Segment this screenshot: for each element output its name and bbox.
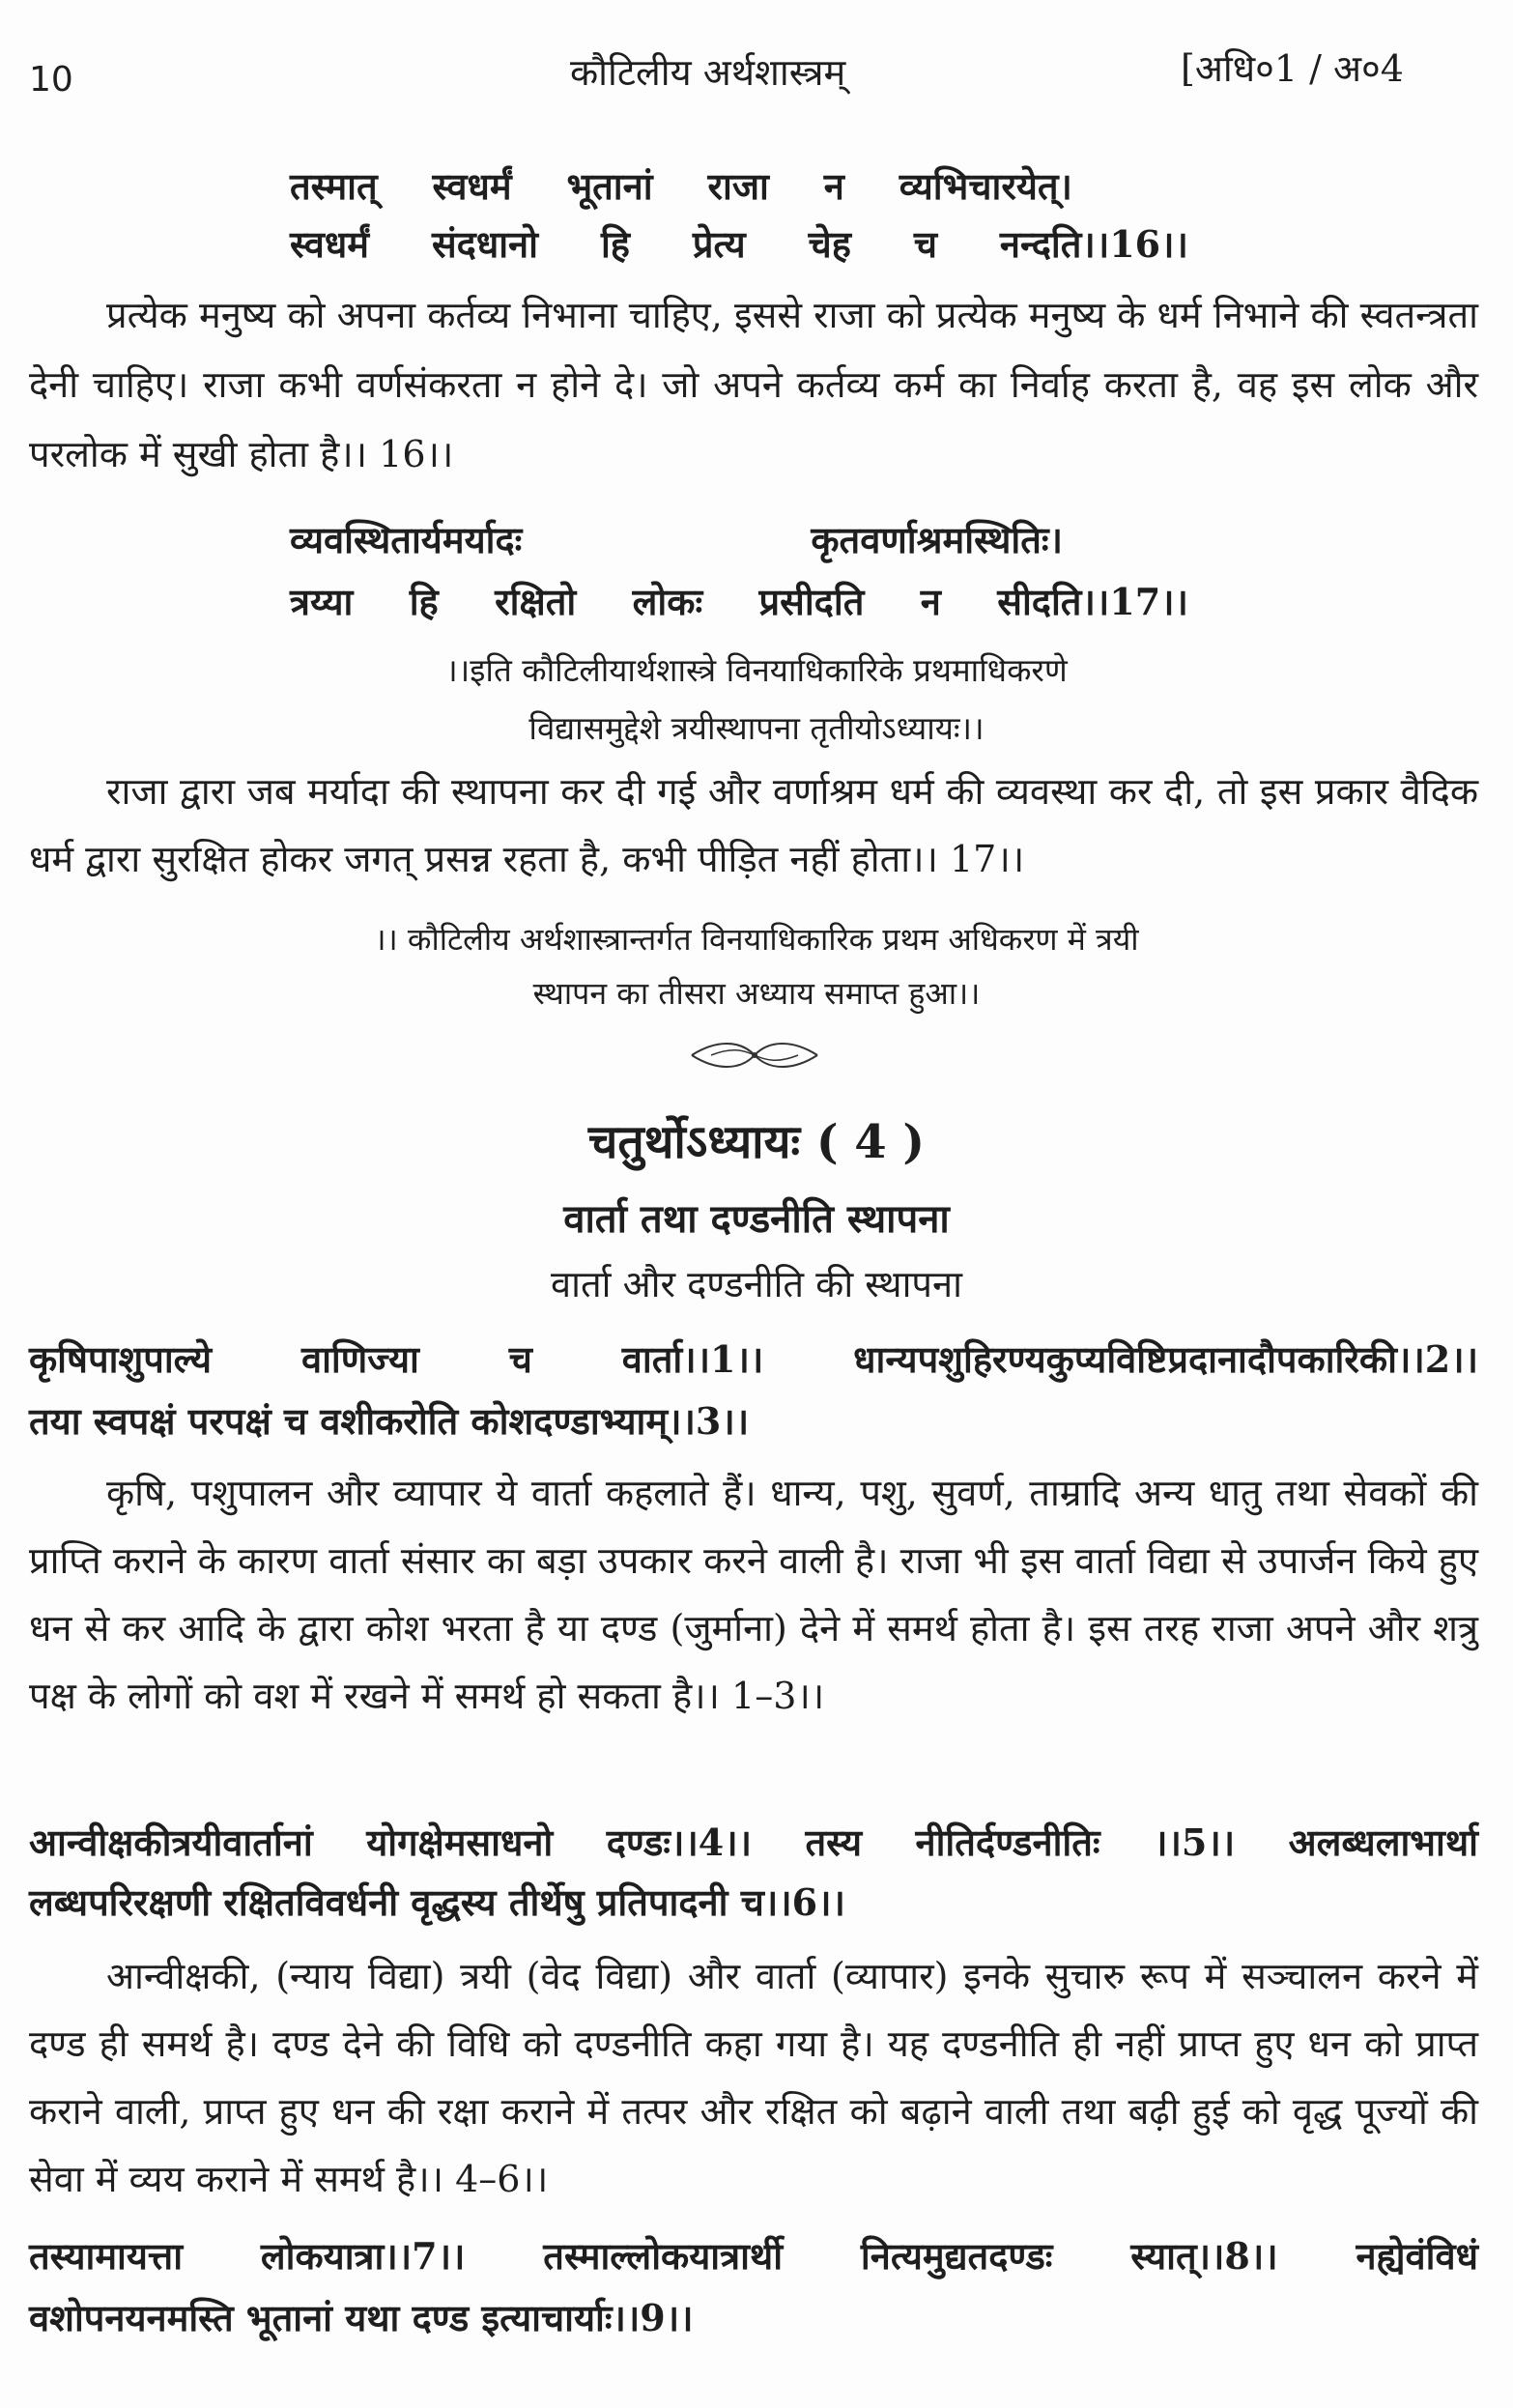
verse-word: चेह [808, 222, 851, 266]
commentary-1-3: कृषि, पशुपालन और व्यापार ये वार्ता कहलाते हैं। धान्य, पशु, सुवर्ण, ताम्रादि अन्य धातु तथा सेवकों की प्राप्ति कराने के कारण वार्ता संसार का बड़ा उपकार करने वाली है। राजा भी इस वार्ता विद्या से उपार्जन किये हुए धन से कर आदि के द्वारा कोश भरता है या दण्ड (जुर्माना) देने में समर्थ होता है। इस तरह राजा अपने और शत्रु पक्ष के लोगों को वश में रखने में समर्थ हो सकता है।। 1–3।। [29, 1472, 1478, 1717]
verse-word: रक्षितो [495, 580, 577, 623]
verse-17-line-1 [290, 514, 1063, 564]
verse-16-line-1 [290, 160, 1072, 211]
colophon-line: ।। कौटिलीय अर्थशास्त्रान्तर्गत विनयाधिकारिक प्रथम अधिकरण में त्रयी [374, 921, 1139, 958]
sutra-9: वशोपनयनमस्ति भूतानां यथा दण्ड इत्याचार्याः।।9।। [29, 2296, 694, 2339]
verse-word: स्वधर्मं [432, 164, 512, 208]
sutra-6: लब्धपरिरक्षणी रक्षितविवर्धनी वृद्धस्य तीर्थेषु प्रतिपादनी च।।6।। [29, 1880, 845, 1924]
verse-word: कृतवर्णाश्रमस्थितिः। [811, 518, 1063, 561]
verse-word: प्रसीदति [758, 580, 865, 623]
colophon-line: स्थापन का तीसरा अध्याय समाप्त हुआ।। [532, 975, 981, 1012]
hindi-colophon [0, 912, 1513, 1020]
verse-word: सीदति।।17।। [997, 580, 1188, 623]
verse-word: न [920, 580, 941, 623]
verse-word: प्रेत्य [692, 222, 746, 266]
verse-word: व्यभिचारयेत्। [899, 164, 1072, 208]
sutra-7-8: तस्यामायत्ता लोकयात्रा।।7।। तस्माल्लोकयात्रार्थी नित्यमुद्यतदण्डः स्यात्।।8।। नह्येवंविधं [29, 2234, 1478, 2278]
verse-word: भूतानां [566, 164, 653, 208]
verse-word: स्वधर्मं [290, 222, 370, 266]
sutra-1-2: कृषिपाशुपाल्ये वाणिज्या च वार्ता।।1।। धान्यपशुहिरण्यकुप्यविष्टिप्रदानादौपकारिकी।।2।। [29, 1337, 1478, 1381]
verse-16-line-2 [290, 218, 1188, 269]
verse-word: हि [409, 580, 439, 623]
verse-word: च [913, 222, 937, 266]
chapter-reference: [अधि०1 / अ०4 [1181, 47, 1404, 90]
commentary-4-6: आन्वीक्षकी, (न्याय विद्या) त्रयी (वेद विद्या) और वार्ता (व्यापार) इनके सुचारु रूप में सञ्चालन करने में दण्ड ही समर्थ है। दण्ड देने की विधि को दण्डनीति कहा गया है। यह दण्डनीति ही नहीं प्राप्त हुए धन को प्राप्त कराने वाली, प्राप्त हुए धन की रक्षा कराने में तत्पर और रक्षित को बढ़ाने वाली तथा बढ़ी हुई को वृद्ध पूज्यों की सेवा में व्यय कराने में समर्थ है।। 4–6।। [29, 1955, 1478, 2200]
section-divider-ornament [682, 1036, 827, 1075]
chapter-subtitle-hindi: वार्ता और दण्डनीति की स्थापना [551, 1263, 962, 1305]
sutra-3: तया स्वपक्षं परपक्षं च वशीकरोति कोशदण्डाभ्याम्।।3।। [29, 1399, 750, 1443]
verse-word: व्यवस्थितार्यमर्यादः [290, 518, 523, 561]
verse-word: नन्दति।।16।। [999, 222, 1188, 266]
verse-word: तस्मात् [290, 164, 378, 208]
chapter-subtitle-sanskrit: वार्ता तथा दण्डनीति स्थापना [563, 1196, 950, 1242]
chapter-title: चतुर्थोऽध्यायः ( 4 ) [587, 1115, 926, 1169]
commentary-17: राजा द्वारा जब मर्यादा की स्थापना कर दी गई और वर्णाश्रम धर्म की व्यवस्था कर दी, तो इस प्रकार वैदिक धर्म द्वारा सुरक्षित होकर जगत् प्रसन्न रहता है, कभी पीड़ित नहीं होता।। 17।। [29, 770, 1478, 880]
colophon-line: विद्यासमुद्देशे त्रयीस्थापना तृतीयोऽध्यायः।। [528, 709, 985, 747]
verse-17-line-2 [290, 576, 1188, 626]
verse-word: त्रय्या [290, 580, 354, 623]
commentary-16: प्रत्येक मनुष्य को अपना कर्तव्य निभाना चाहिए, इससे राजा को प्रत्येक मनुष्य के धर्म निभाने की स्वतन्त्रता देनी चाहिए। राजा कभी वर्णसंकरता न होने दे। जो अपने कर्तव्य कर्म का निर्वाह करता है, वह इस लोक और परलोक में सुखी होता है।। 16।। [29, 294, 1478, 475]
verse-word: न [823, 164, 844, 208]
page-number: 10 [29, 60, 73, 100]
running-title: कौटिलीय अर्थशास्त्रम् [570, 51, 846, 94]
verse-word: संदधानो [431, 222, 538, 266]
sanskrit-colophon [0, 642, 1513, 758]
colophon-line: ।।इति कौटिलीयार्थशास्त्रे विनयाधिकारिके प्रथमाधिकरणे [445, 651, 1068, 689]
verse-word: लोकः [632, 580, 703, 623]
sutra-4-5: आन्वीक्षकीत्रयीवार्तानां योगक्षेमसाधनो दण्डः।।4।। तस्य नीतिर्दण्डनीतिः ।।5।। अलब्धलाभार्था [29, 1820, 1478, 1864]
verse-word: राजा [707, 164, 769, 208]
verse-word: हि [600, 222, 630, 266]
